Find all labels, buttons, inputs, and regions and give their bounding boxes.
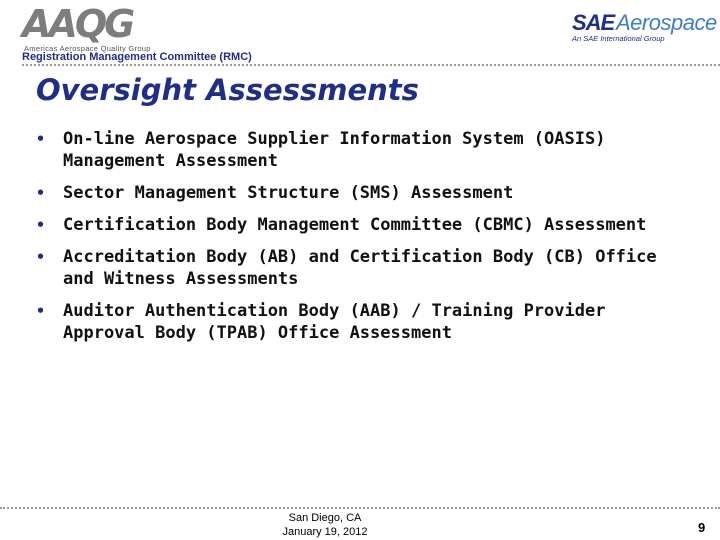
bullet-text: Accreditation Body (AB) and Certification Body (CB) Office and Witness Assessments (63, 247, 657, 289)
sae-logo-subtitle: An SAE International Group (572, 34, 665, 43)
bullet-item (36, 128, 686, 172)
page-number: 9 (698, 520, 706, 535)
sae-aerospace-logo (572, 10, 717, 43)
bullet-text: Sector Management Structure (SMS) Assessment (63, 183, 514, 203)
slide-title: Oversight Assessments (36, 73, 419, 107)
bullet-item (36, 214, 686, 236)
bullet-text: Auditor Authentication Body (AAB) / Training Provider Approval Body (TPAB) Office Assessment (63, 301, 606, 343)
bullet-text: Certification Body Management Committee (CBMC) Assessment (63, 215, 647, 235)
sae-logo-word: Aerospace (616, 10, 717, 35)
aaqg-logo (22, 4, 152, 52)
aaqg-logo-subtitle: Americas Aerospace Quality Group (24, 44, 151, 53)
footer-city: San Diego, CA (288, 512, 362, 524)
bullet-dot-icon: • (36, 248, 46, 266)
bullet-dot-icon: • (36, 216, 46, 234)
sae-logo-mark: SAE (572, 10, 615, 35)
footer-date: January 19, 2012 (282, 526, 368, 538)
committee-label: Registration Management Committee (RMC) (22, 51, 252, 63)
footer-location (260, 511, 390, 539)
aaqg-logo-mark: AAQG (22, 2, 133, 46)
bullet-list (36, 128, 686, 354)
footer-divider (0, 507, 720, 509)
header-divider (22, 64, 720, 66)
bullet-dot-icon: • (36, 130, 46, 148)
bullet-dot-icon: • (36, 302, 46, 320)
bullet-item (36, 246, 686, 290)
bullet-item (36, 182, 686, 204)
bullet-dot-icon: • (36, 184, 46, 202)
bullet-text: On-line Aerospace Supplier Information System (OASIS) Management Assessment (63, 129, 606, 171)
bullet-item (36, 300, 686, 344)
